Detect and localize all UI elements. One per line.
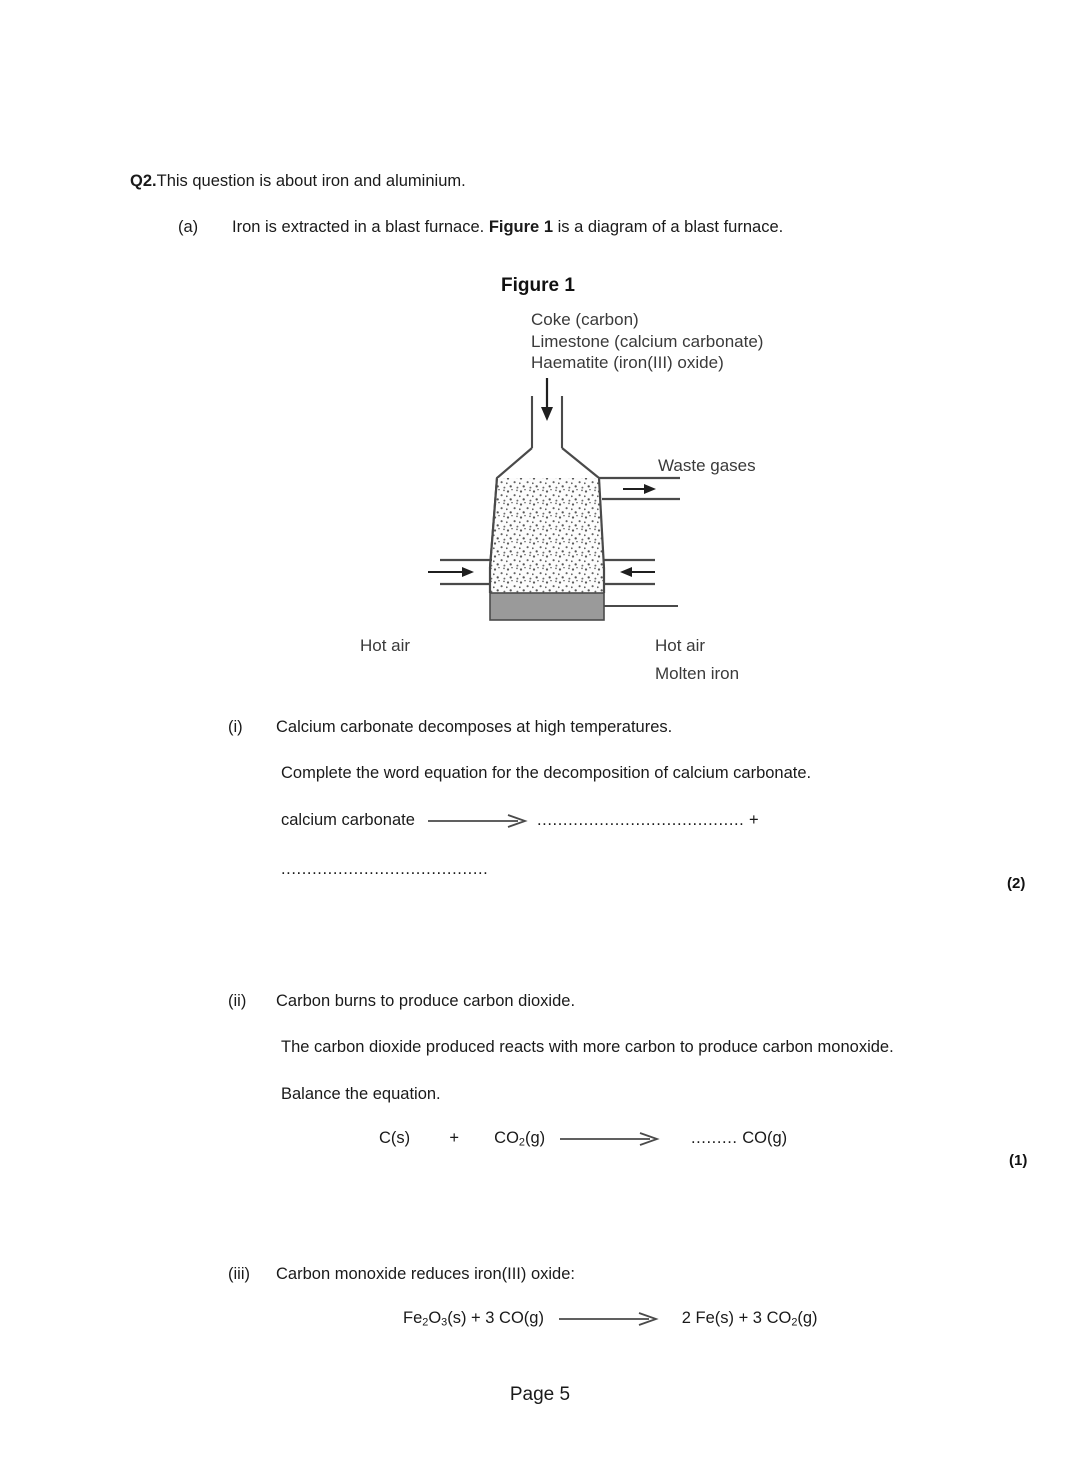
- figure-1: [350, 268, 820, 698]
- reactant-2-formula: CO: [494, 1129, 519, 1147]
- question-intro-text: This question is about iron and aluminium.: [156, 172, 466, 190]
- part-a-text-after: is a diagram of a blast furnace.: [553, 218, 784, 236]
- answer-dots-1: ........................................: [537, 811, 745, 829]
- furnace-right-shoulder: [562, 448, 599, 478]
- part-iii-equation: [403, 1308, 818, 1330]
- part-i-answer-line-2[interactable]: ........................................: [281, 860, 489, 878]
- equation-reactants: [403, 1309, 544, 1327]
- label-hot-air-left: Hot air: [360, 636, 411, 655]
- word-equation-reactant: calcium carbonate: [281, 811, 415, 829]
- waste-gas-arrow-head-icon: [644, 484, 656, 494]
- hot-air-right-arrow-head-icon: [620, 567, 632, 577]
- part-ii-equation: [379, 1128, 787, 1150]
- part-ii-line-1: Carbon burns to produce carbon dioxide.: [276, 992, 576, 1010]
- question-number: Q2.: [130, 172, 157, 190]
- part-iii-line-1: Carbon monoxide reduces iron(III) oxide:: [276, 1265, 575, 1283]
- equation-product: CO(g): [742, 1129, 788, 1147]
- equation-reactant-2: [494, 1129, 545, 1147]
- reactant-o-subscript: 3: [441, 1316, 448, 1329]
- part-iii-label: (iii): [228, 1265, 250, 1283]
- part-ii-label: (ii): [228, 992, 247, 1010]
- question-heading: [130, 171, 466, 192]
- reaction-arrow-icon: [556, 1131, 664, 1147]
- part-ii-line-3: Balance the equation.: [281, 1085, 441, 1103]
- part-a-text-before: Iron is extracted in a blast furnace.: [232, 218, 489, 236]
- reactant-fe: Fe: [403, 1309, 423, 1327]
- label-hot-air-right: Hot air: [655, 636, 706, 655]
- product-state: (g): [797, 1309, 818, 1327]
- reactant-states: (s) + 3 CO(g): [447, 1309, 544, 1327]
- molten-iron-pool: [490, 593, 604, 620]
- plus-sign: +: [748, 811, 759, 829]
- part-i-equation-reactant: [281, 810, 538, 831]
- reactant-o: O: [428, 1309, 442, 1327]
- part-a-line: [178, 217, 783, 238]
- figure-reference: Figure 1: [488, 218, 553, 236]
- equation-products: [682, 1309, 818, 1327]
- part-ii-line-2: The carbon dioxide produced reacts with more carbon to produce carbon monoxide.: [281, 1038, 894, 1056]
- label-waste-gases: Waste gases: [658, 456, 756, 475]
- part-i-line-2: Complete the word equation for the decomposition of calcium carbonate.: [281, 764, 812, 782]
- blast-furnace-diagram: [350, 268, 820, 698]
- feed-material-haematite: Haematite (iron(III) oxide): [531, 353, 724, 372]
- part-i-label: (i): [228, 718, 243, 736]
- product-subscript: 2: [791, 1316, 798, 1329]
- part-i-marks: (2): [1007, 875, 1026, 892]
- reaction-arrow-icon: [555, 1311, 663, 1327]
- figure-title: Figure 1: [501, 275, 575, 296]
- part-i-answer-line-1[interactable]: [537, 810, 759, 831]
- reaction-arrow-icon: [426, 813, 532, 829]
- part-ii-marks: (1): [1009, 1152, 1028, 1169]
- equation-reactant-1: C(s): [379, 1129, 411, 1147]
- furnace-charge-lower: [490, 568, 604, 593]
- part-a-label: (a): [178, 218, 199, 236]
- hot-air-left-arrow-head-icon: [462, 567, 474, 577]
- label-molten-iron: Molten iron: [655, 664, 740, 683]
- reactant-2-state: (g): [524, 1129, 546, 1147]
- reactant-2-subscript: 2: [518, 1136, 525, 1149]
- product-formula: 2 Fe(s) + 3 CO: [681, 1309, 792, 1327]
- feed-material-limestone: Limestone (calcium carbonate): [531, 331, 764, 351]
- page-footer: Page 5: [509, 1384, 571, 1405]
- feed-material-coke: Coke (carbon): [531, 310, 639, 329]
- feed-arrow-head-icon: [541, 407, 553, 421]
- part-i-line-1: Calcium carbonate decomposes at high temperatures.: [276, 718, 673, 736]
- furnace-charge-upper: [490, 478, 604, 568]
- equation-plus: +: [449, 1129, 459, 1147]
- equation-coefficient-blank[interactable]: .........: [690, 1129, 738, 1147]
- reactant-fe-subscript: 2: [422, 1316, 429, 1329]
